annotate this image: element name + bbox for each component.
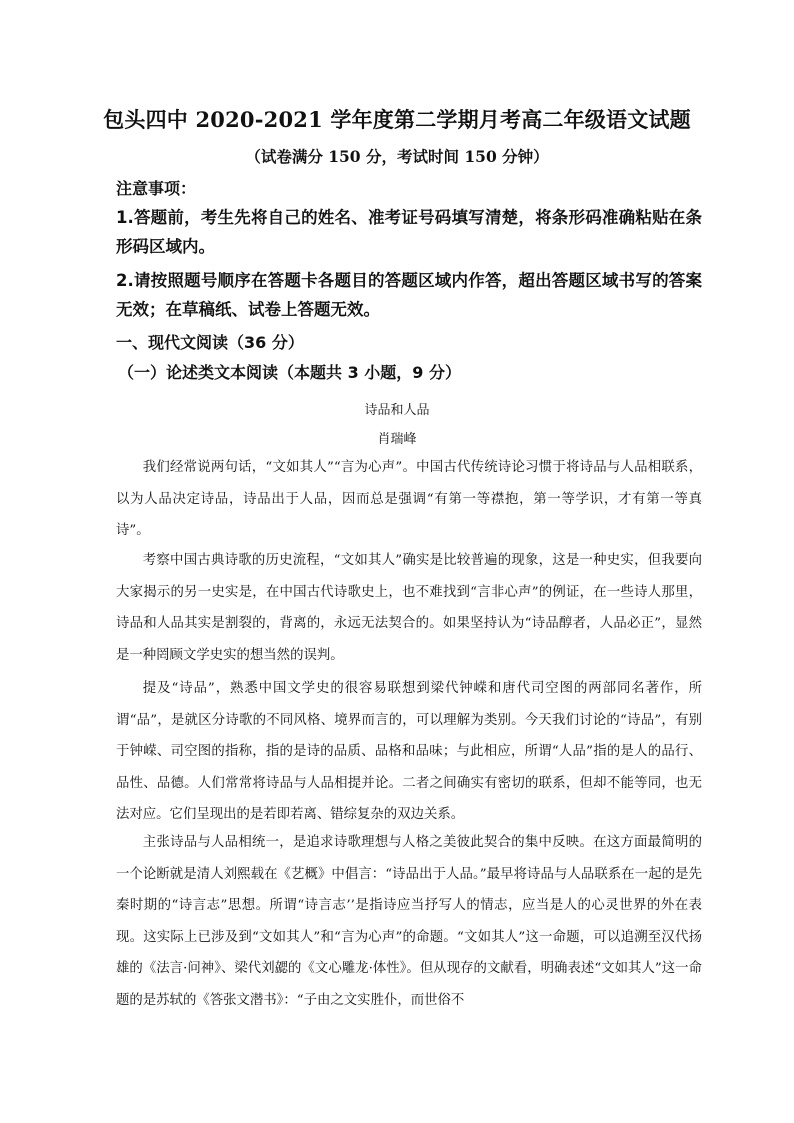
article-paragraph-4: 主张诗品与人品相统一，是追求诗歌理想与人格之美彼此契合的集中反映。在这方面最简明的一个论断就是清人刘熙载在《艺概》中倡言：“诗品出于人品。”最早将诗品与人品联系在一起的是先秦时期的“诗言志”思想。所谓“诗言志’’是指诗应当抒写人的情志，应当是人的心灵世界的外在表现。这实际上已涉及到“文如其人”和“言为心声”的命题。“文如其人”这一命题，可以追溯至汉代扬雄的《法言·问神》、梁代刘勰的《文心雕龙·体性》。但从现存的文献看，明确表述“文如其人”这一命题的是苏轼的《答张文潜书》：“子由之文实胜仆，而世俗不 (116, 835, 702, 1008)
section-heading-argumentative: （一）论述类文本阅读（本题共 3 小题，9 分） (118, 363, 461, 382)
exam-subtitle: （试卷满分 150 分，考试时间 150 分钟） (245, 147, 549, 166)
section-heading-part1: 一、现代文阅读（36 分） (116, 333, 304, 352)
notice-item-1: 1.答题前，考生先将自己的姓名、准考证号码填写清楚，将条形码准确粘贴在条形码区域内。 (116, 208, 702, 256)
notice-heading: 注意事项： (116, 179, 197, 198)
article-paragraph-3: 提及“诗品”，熟悉中国文学史的很容易联想到梁代钟嵘和唐代司空图的两部同名著作，所谓“品”，是就区分诗歌的不同风格、境界而言的，可以理解为类别。今天我们讨论的“诗品”，有别于钟嵘、司空图的指称，指的是诗的品质、品格和品味；与此相应，所谓“人品”指的是人的品行、品性、品德。人们常常将诗品与人品相提并论。二者之间确实有密切的联系，但却不能等同，也无法对应。它们呈现出的是若即若离、错综复杂的双边关系。 (116, 681, 702, 823)
article-author: 肖瑞峰 (377, 432, 417, 447)
article-paragraph-2: 考察中国古典诗歌的历史流程，“文如其人”确实是比较普遍的现象，这是一种史实，但我要向大家揭示的另一史实是，在中国古代诗歌史上，也不难找到“言非心声”的例证，在一些诗人那里，诗品和人品其实是割裂的，背离的，永远无法契合的。如果坚持认为“诗品醇者，人品必正”，显然是一种罔顾文学史实的想当然的误判。 (116, 553, 702, 663)
notice-item-2: 2.请按照题号顺序在答题卡各题目的答题区域内作答，超出答题区域书写的答案无效；在草稿纸、试卷上答题无效。 (116, 271, 702, 319)
article-title: 诗品和人品 (364, 403, 430, 418)
exam-title: 包头四中 2020-2021 学年度第二学期月考高二年级语文试题 (103, 107, 691, 132)
article-paragraph-1: 我们经常说两句话，“文如其人”“言为心声”。中国古代传统诗论习惯于将诗品与人品相联系，以为人品决定诗品，诗品出于人品，因而总是强调“有第一等襟抱，第一等学识，才有第一等真诗”。 (116, 460, 702, 539)
